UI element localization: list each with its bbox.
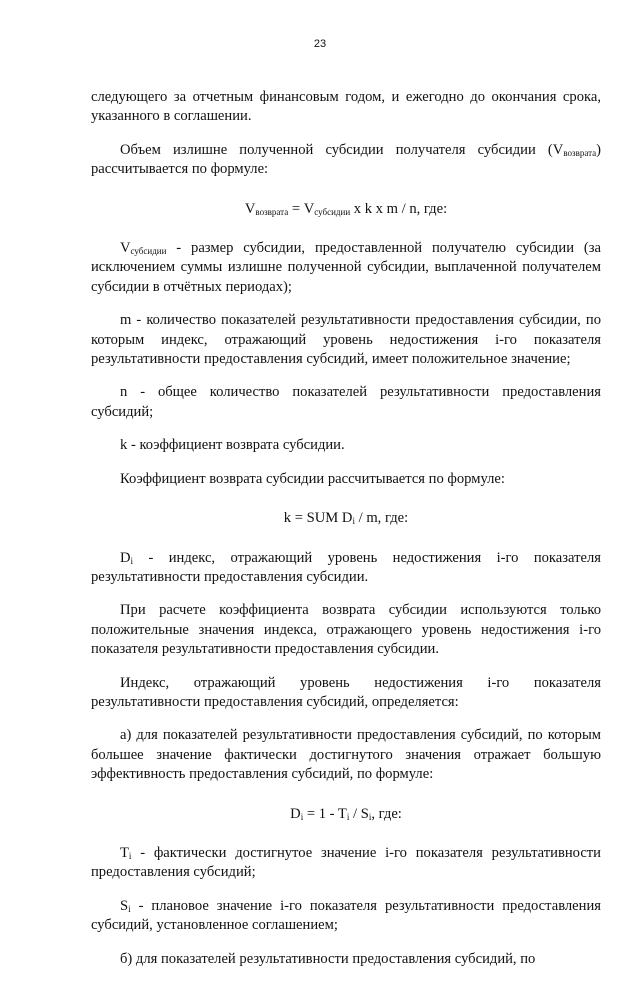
- definition-k: k - коэффициент возврата субсидии.: [120, 437, 345, 454]
- paragraph-excess-subsidy: Объем излишне полученной субсидии получателя субсидии $(V_{возврата})$ рассчитывается по формуле:: [91, 141, 601, 178]
- definition-s: $S_i$ - плановое значение i-го показателя результативности предоставления субсидий, установленное соглашением;: [91, 897, 601, 934]
- definition-t: $T_i$ - фактически достигнутое значение i-го показателя результативности предоставления субсидий;: [91, 844, 601, 881]
- formula-v-return: $V_{возврата} = V_{субсидии}$ x k x m / n, где:: [244, 200, 448, 217]
- definition-v-subsidy: $V_{субсидии}$ - размер субсидии, предоставленной получателю субсидии (за исключением суммы излишне полученной субсидии, выплаченной получателем субсидии в отчётных периодах);: [91, 240, 601, 295]
- paragraph-index-definition: Индекс, отражающий уровень недостижения i-го показателя результативности предоставления субсидий, определяется:: [91, 674, 601, 710]
- formula-k: k = SUM $D_i$ / m, где:: [283, 510, 409, 527]
- paragraph-positive-values: При расчете коэффициента возврата субсидии используются только положительные значения индекса, отражающего уровень недостижения i-го показателя результативности предоставления субсидии.: [91, 602, 601, 658]
- formula-d: $D_i = 1 - T_i / S_i$, где:: [290, 805, 402, 822]
- definition-d: $D_i$ - индекс, отражающий уровень недостижения i-го показателя результативности предоставления субсидии.: [91, 549, 601, 585]
- definition-n: n - общее количество показателей результативности предоставления субсидий;: [91, 384, 601, 420]
- page-number: 23: [313, 38, 327, 50]
- paragraph-case-b: б) для показателей результативности предоставления субсидий, по: [120, 950, 536, 967]
- paragraph-k-formula-intro: Коэффициент возврата субсидии рассчитывается по формуле:: [120, 470, 505, 487]
- paragraph-case-a: а) для показателей результативности предоставления субсидий, по которым большее значение фактически достигнутого значения отражает большую эффективность предоставления субсидий, по формуле:: [91, 727, 601, 783]
- paragraph-continuation: следующего за отчетным финансовым годом, и ежегодно до окончания срока, указанного в соглашении.: [91, 89, 601, 125]
- definition-m: m - количество показателей результативности предоставления субсидии, по которым индекс, отражающий уровень недостижения i-го показателя результативности предоставления субсидий, имеет положительное значение;: [91, 312, 601, 368]
- document-body: [91, 88, 601, 983]
